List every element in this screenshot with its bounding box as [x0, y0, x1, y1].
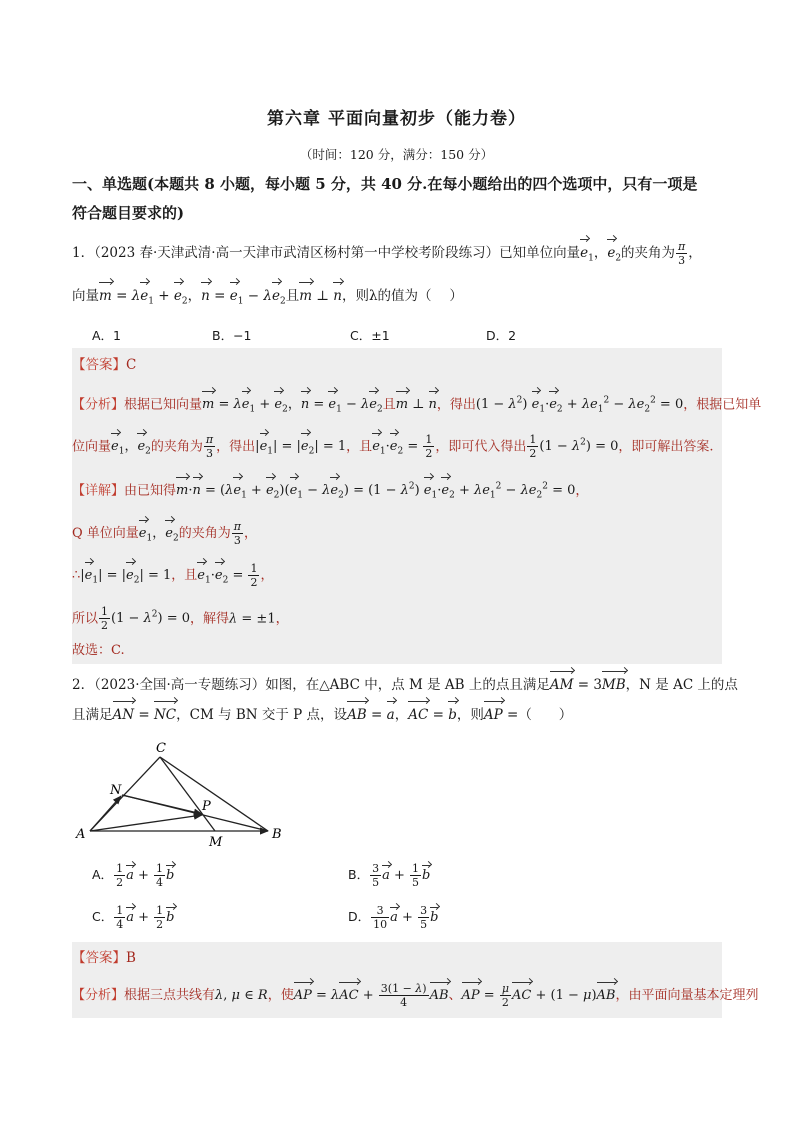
q1-analysis-line-2: 位向量$e_1$，$e_2$的夹角为 $\frac{\pi}{3}$ ，得出$|e_1| = |e_2| = 1$，且$e_1\cdot e_2$ = $\frac{1}{2}$ ，即可代入得出 $\frac{1}{2}$ $(1 - \lambda^2) = 0$，即可解出答案.: [72, 433, 714, 461]
q1-stem-line-2: 向量$m = \lambda e_1 + e_2$，$n = e_1 - \lambda e_2$且m ⊥ n，则λ的值为（ ）: [72, 285, 732, 313]
label-c: C: [156, 741, 166, 756]
q1-detail-line-4: 所以 $\frac{1}{2}$ $(1 - \lambda^2) = 0$，解得λ = ±1，: [72, 605, 289, 633]
q1-option-b: B．−1: [212, 328, 252, 343]
vector-ap: [90, 815, 202, 831]
segment-cb: [160, 757, 268, 831]
q2-stem-line-2: 且满足AN = NC，CM 与 BN 交于 P 点，设AB = a，AC = b，则AP =（ ）: [72, 704, 732, 726]
page-title: 第六章 平面向量初步（能力卷）: [267, 109, 526, 129]
q1-option-c: C．±1: [350, 328, 390, 343]
section-heading-line-1: 一、单选题(本题共 8 小题，每小题 5 分，共 40 分.在每小题给出的四个选项中，只有一项是: [72, 175, 698, 193]
q2-analysis-line-1: 【分析】根据三点共线有λ, μ ∈ R，使AP = λAC + $\frac{3(1 - \lambda)}{4}$ AB、AP = $\frac{\mu}{2}$ AC + (1 − μ)AB，由平面向量基本定理列: [72, 982, 759, 1009]
q2-stem-line-1: 2．（2023·全国·高一专题练习）如图，在△ABC 中，点 M 是 AB 上的点且满足AM = 3MB，N 是 AC 上的点: [72, 674, 732, 696]
q1-detail-line-1: 【详解】由已知得$m\cdot n = (\lambda e_1 + e_2)(e_1 - \lambda e_2) = (1 - \lambda^2) e_1\cdot e_2 + \lambda e_1^2 - \lambda e_2^2 = 0$，: [72, 482, 589, 501]
label-p: P: [202, 799, 211, 814]
q1-stem-line-1: 1．（2023 春·天津武清·高一天津市武清区杨村第一中学校考阶段练习）已知单位向量$e_1$，$e_2$的夹角为 $\frac{\pi}{3}$ ，: [72, 240, 702, 267]
label-m: M: [209, 835, 223, 850]
vector-an: [90, 796, 121, 831]
q2-option-b: B． $\frac{3}{5}$ a + $\frac{1}{5}$ b: [348, 862, 431, 889]
section-heading-line-2: 符合题目要求的): [72, 204, 185, 222]
q1-detail-line-3: $\therefore|e_1| = |e_2| = 1$，且$e_1\cdot e_2$ = $\frac{1}{2}$ ，: [72, 562, 274, 589]
q1-option-d: D．2: [486, 328, 517, 343]
q1-detail-line-2: Q 单位向量$e_1$，$e_2$的夹角为 $\frac{\pi}{3}$ ，: [72, 520, 257, 547]
section-heading: [72, 170, 732, 228]
triangle-figure: [72, 738, 302, 850]
q1-analysis-line-1: 【分析】根据已知向量$m = \lambda e_1 + e_2$，$n = e_1 - \lambda e_2$且m ⊥ n，得出$(1 - \lambda^2)$ $e_1\cdot e_2 + \lambda e_1^2 - \lambda e_2^2 = 0$，根据已知单: [72, 396, 762, 415]
label-n: N: [110, 783, 122, 798]
label-b: B: [272, 827, 282, 842]
q1-conclusion: 故选：C.: [72, 643, 125, 658]
q2-option-c: C． $\frac{1}{4}$ a + $\frac{1}{2}$ b: [92, 904, 175, 931]
q1-answer: 【答案】C: [72, 357, 137, 373]
label-a: A: [76, 827, 86, 842]
q2-option-a: A． $\frac{1}{2}$ a + $\frac{1}{4}$ b: [92, 862, 175, 889]
q1-option-a: A．1: [92, 328, 122, 343]
q1-answer-block: [72, 348, 762, 664]
q2-option-d: D． $\frac{3}{10}$ a + $\frac{3}{5}$ b: [348, 904, 439, 931]
q2-answer: 【答案】B: [72, 950, 136, 966]
triangle-diagram: [72, 738, 302, 850]
page-subtitle: （时间：120 分，满分：150 分）: [299, 147, 494, 162]
q2-answer-block: [72, 942, 759, 1018]
